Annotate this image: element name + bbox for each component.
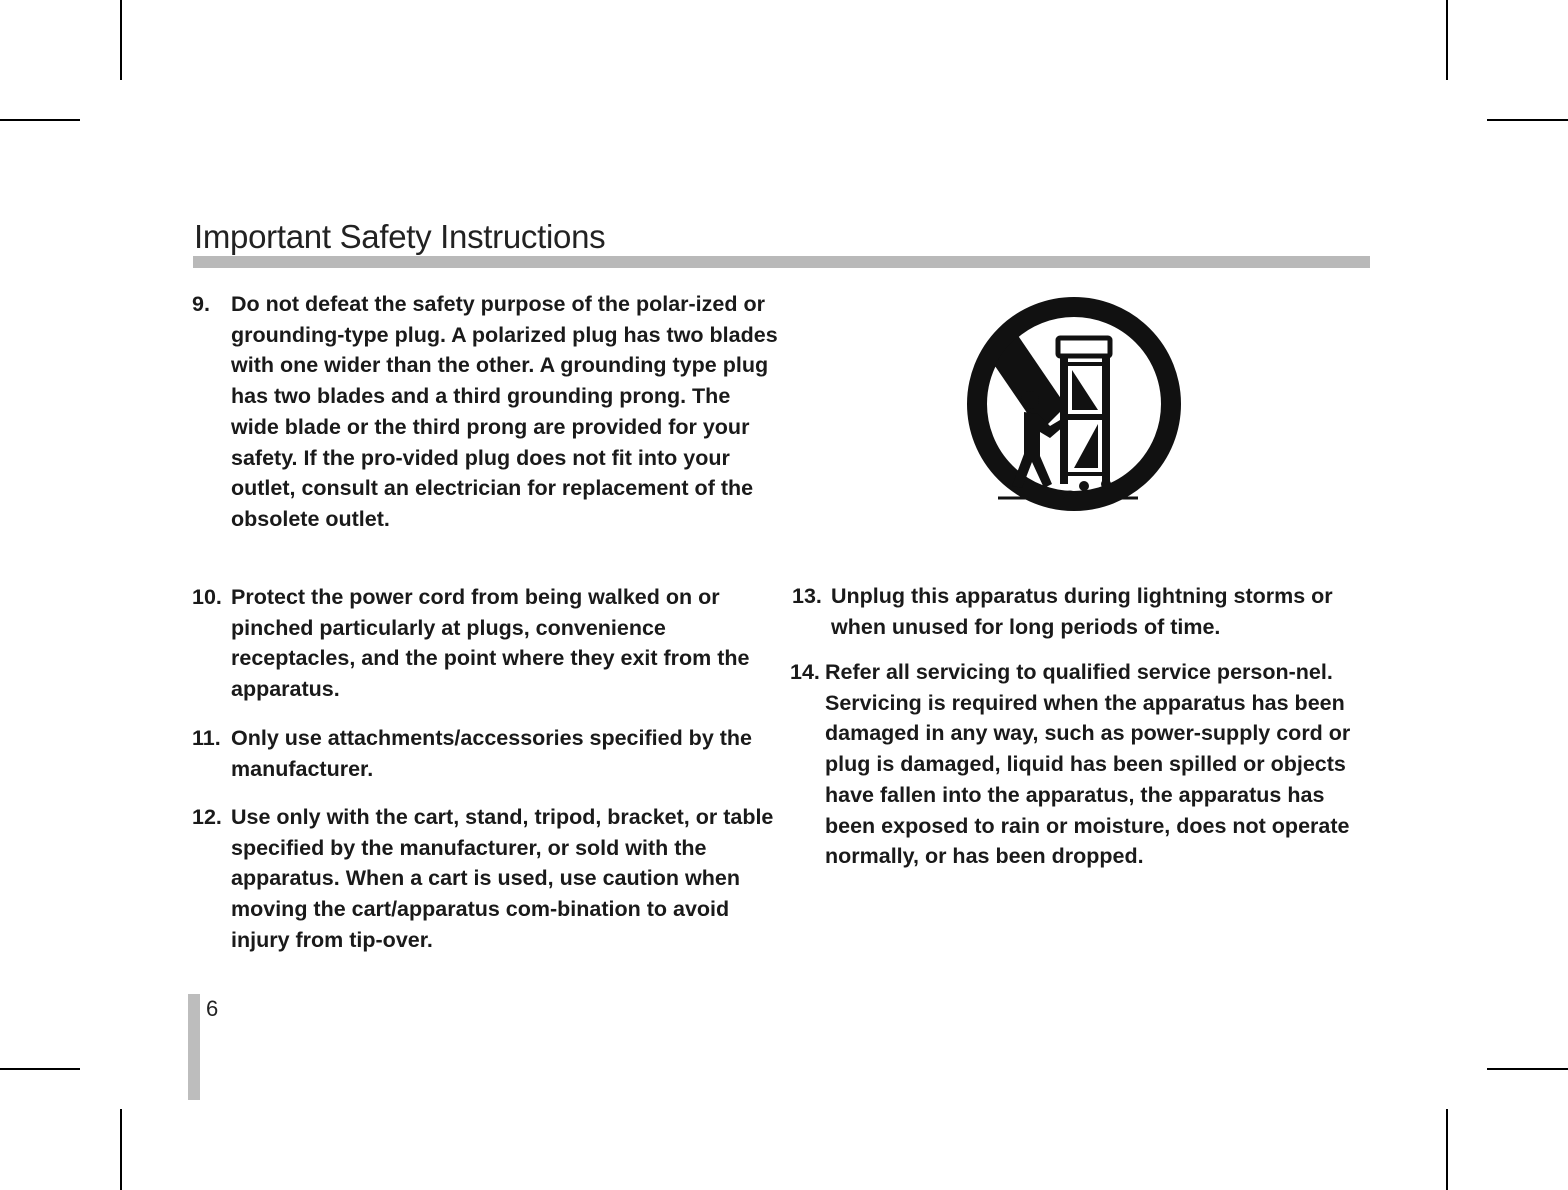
item-number: 14. (790, 660, 820, 684)
crop-mark (120, 0, 122, 80)
item-text: Unplug this apparatus during lightning storms or when unused for long periods of time. (831, 584, 1333, 639)
cart-tip-over-warning-icon (966, 296, 1182, 512)
crop-mark (0, 119, 80, 121)
crop-mark (1487, 1068, 1568, 1070)
list-item (792, 581, 1382, 642)
item-number: 9. (192, 292, 210, 316)
item-number: 13. (792, 584, 822, 608)
list-item (192, 802, 782, 956)
title-rule (193, 256, 1370, 268)
page-bar (188, 994, 200, 1100)
list-item (790, 657, 1380, 872)
list-item (192, 289, 782, 535)
crop-mark (1446, 1109, 1448, 1190)
item-text: Refer all servicing to qualified service person-nel. Servicing is required when the apparatus has been damaged in any way, such as power-supply cord or plug is damaged, liquid has been spilled or objects have fallen into the apparatus, the apparatus has been exposed to rain or moisture, does not operate normally, or has been dropped. (825, 660, 1351, 869)
list-item (192, 723, 782, 784)
page-title: Important Safety Instructions (194, 218, 606, 255)
crop-mark (120, 1109, 122, 1190)
crop-mark (0, 1068, 80, 1070)
item-text: Protect the power cord from being walked on or pinched particularly at plugs, convenience receptacles, and the point where they exit from the apparatus. (231, 585, 750, 702)
item-text: Only use attachments/accessories specified by the manufacturer. (231, 726, 752, 781)
crop-mark (1446, 0, 1448, 80)
page-number: 6 (206, 996, 219, 1021)
item-number: 12. (192, 805, 222, 829)
item-number: 11. (192, 726, 221, 750)
item-text: Use only with the cart, stand, tripod, bracket, or table specified by the manufacturer, or sold with the apparatus. When a cart is used, use caution when moving the cart/apparatus com-bination to avoid injury from tip-over. (231, 805, 774, 952)
list-item (192, 582, 782, 705)
item-text: Do not defeat the safety purpose of the polar-ized or grounding-type plug. A polarized plug has two blades with one wider than the other. A grounding type plug has two blades and a third grounding prong. The wide blade or the third prong are provided for your safety. If the pro-vided plug does not fit into your outlet, consult an electrician for replacement of the obsolete outlet. (231, 292, 778, 531)
crop-mark (1487, 119, 1568, 121)
item-number: 10. (192, 585, 222, 609)
